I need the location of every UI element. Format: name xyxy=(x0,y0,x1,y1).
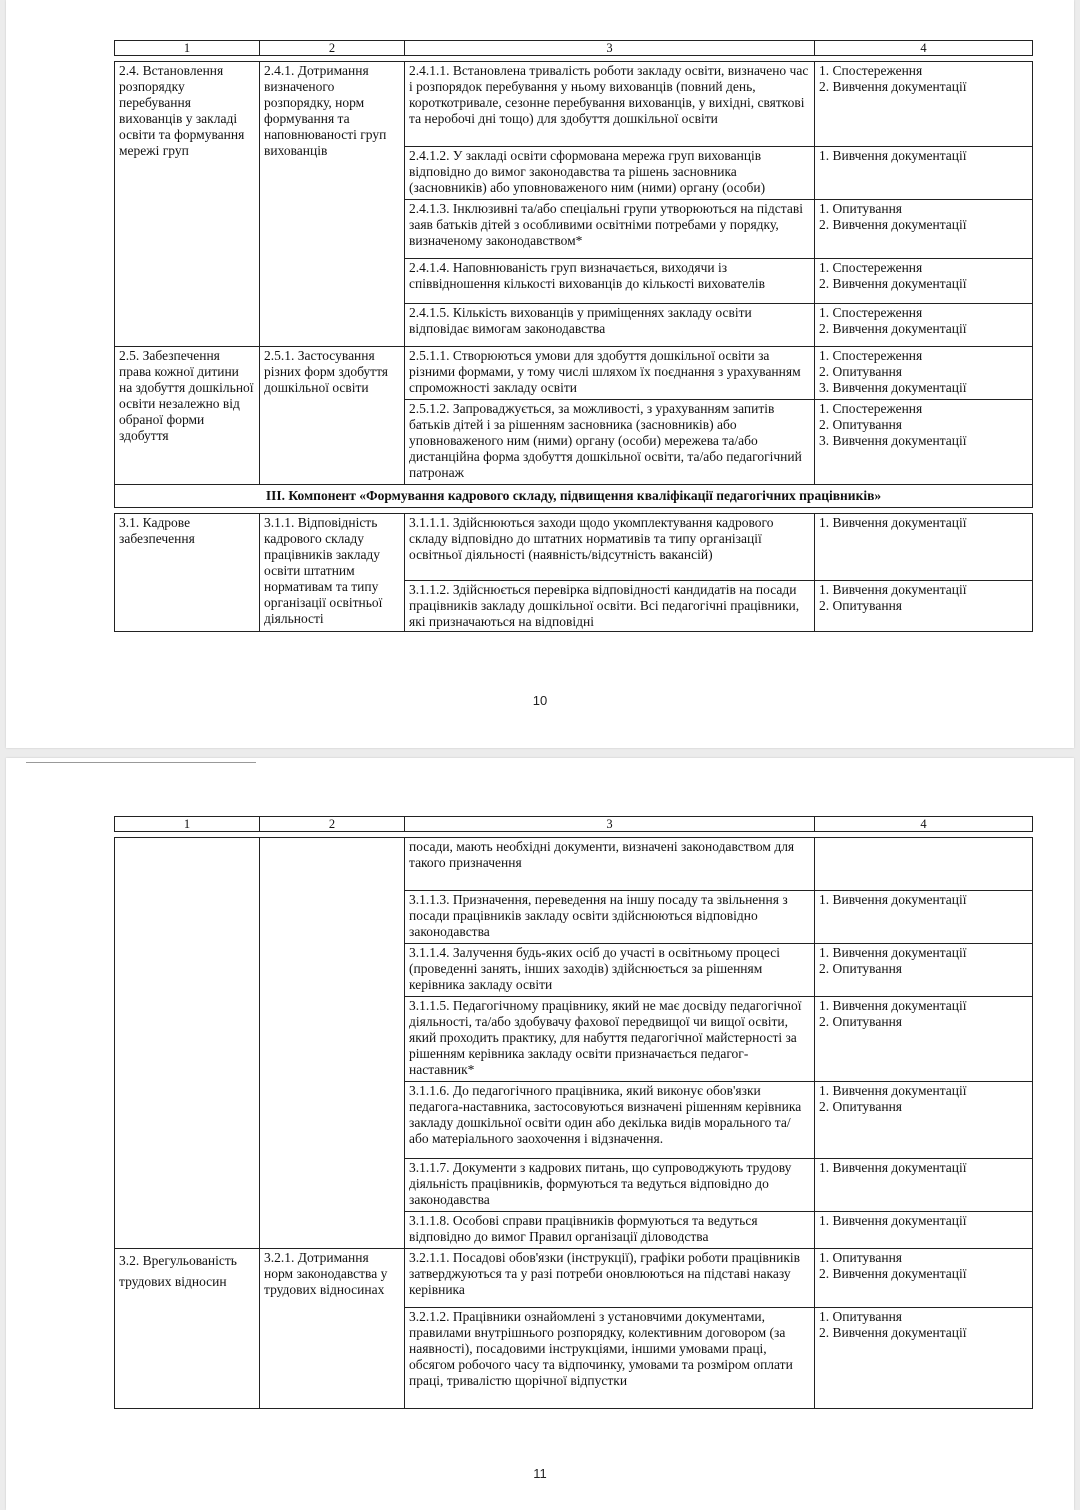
section-title: ІІІ. Компонент «Формування кадрового складу, підвищення кваліфікації педагогічних працівників» xyxy=(115,485,1033,508)
indicator-cell: 2.4.1.4. Наповнюваність груп визначається, виходячи із співвідношення кількості вихованців до кількості вихователів xyxy=(405,259,815,304)
column-number-2: 2 xyxy=(260,41,405,56)
table-row xyxy=(115,514,1033,581)
requirement-cell xyxy=(115,838,260,1249)
indicator-cell: 2.5.1.2. Запроваджується, за можливості, з урахуванням запитів батьків дітей і за рішенням засновника (засновників) або уповноваженого ним (ними) органу (особи) мережева та/або дистанційна форма здобуття дошкільної освіти, та/або педагогічний патронаж xyxy=(405,400,815,485)
criterion-cell: 3.2.1. Дотримання норм законодавства у трудових відносинах xyxy=(260,1249,405,1409)
indicator-cell: 3.1.1.6. До педагогічного працівника, який виконує обов'язки педагога-наставника, застосовуються визначені рішенням керівника закладу дошкільної освіти один або декілька видів морального та/або матеріального заохочення і відзначення. xyxy=(405,1082,815,1159)
page-number: 10 xyxy=(532,693,548,708)
methods-cell: 1. Спостереження 2. Опитування 3. Вивчення документації xyxy=(815,400,1033,485)
column-number-3: 3 xyxy=(405,817,815,832)
criterion-cell: 2.5.1. Застосування різних форм здобуття дошкільної освіти xyxy=(260,347,405,485)
methods-cell: 1. Опитування 2. Вивчення документації xyxy=(815,1308,1033,1409)
indicator-cell: 3.1.1.8. Особові справи працівників формуються та ведуться відповідно до вимог Правил організації діловодства xyxy=(405,1212,815,1249)
methods-cell: 1. Вивчення документації xyxy=(815,514,1033,581)
criteria-table-page-11 xyxy=(114,816,1033,1409)
criterion-cell xyxy=(260,838,405,1249)
document-page-10 xyxy=(6,0,1074,748)
table-row xyxy=(115,838,1033,891)
indicator-cell: 3.2.1.2. Працівники ознайомлені з установчими документами, правилами внутрішнього розпорядку, колективним договором (за наявності), посадовими інструкціями, іншими умовами праці, обсягом робочого часу та відпочинку, умовами та розміром оплати праці, тривалістю щорічної відпустки xyxy=(405,1308,815,1409)
page-number: 11 xyxy=(533,1466,547,1481)
methods-cell: 1. Вивчення документації 2. Опитування xyxy=(815,997,1033,1082)
indicator-cell: 3.1.1.5. Педагогічному працівнику, який не має досвіду педагогічної діяльності, та/або здобувачу фахової передвищої чи вищої освіти, який проходить практику, для набуття педагогічної майстерності за рішенням керівника закладу освіти призначається педагог-наставник* xyxy=(405,997,815,1082)
indicator-cell: 3.2.1.1. Посадові обов'язки (інструкції), графіки роботи працівників затверджуються та у разі потреби оновлюються на підставі наказу керівника xyxy=(405,1249,815,1308)
indicator-cell: 3.1.1.3. Призначення, переведення на іншу посаду та звільнення з посади працівників закладу освіти здійснюються відповідно законодавства xyxy=(405,891,815,944)
criterion-cell: 3.1.1. Відповідність кадрового складу працівників закладу освіти штатним нормативам та типу організації освітньої діяльності xyxy=(260,514,405,632)
indicator-cell: 2.4.1.3. Інклюзивні та/або спеціальні групи утворюються на підставі заяв батьків дітей з особливими освітніми потребами у порядку, визначеному законодавством* xyxy=(405,200,815,259)
indicator-cell: 3.1.1.2. Здійснюється перевірка відповідності кандидатів на посади працівників закладу дошкільної освіти. Всі педагогічні працівники, які призначаються на відповідні xyxy=(405,581,815,632)
column-number-4: 4 xyxy=(815,41,1033,56)
table-row xyxy=(115,62,1033,147)
column-number-4: 4 xyxy=(815,817,1033,832)
column-number-2: 2 xyxy=(260,817,405,832)
requirement-cell: 3.1. Кадрове забезпечення xyxy=(115,514,260,632)
methods-cell: 1. Спостереження 2. Опитування 3. Вивчення документації xyxy=(815,347,1033,400)
indicator-cell: 3.1.1.4. Залучення будь-яких осіб до участі в освітньому процесі (проведенні занять, інших заходів) здійснюється за рішенням керівника закладу освіти xyxy=(405,944,815,997)
methods-cell: 1. Вивчення документації xyxy=(815,1159,1033,1212)
methods-cell: 1. Вивчення документації 2. Опитування xyxy=(815,1082,1033,1159)
indicator-cell: 2.4.1.5. Кількість вихованців у приміщеннях закладу освіти відповідає вимогам законодавства xyxy=(405,304,815,347)
requirement-cell: 2.5. Забезпечення права кожної дитини на здобуття дошкільної освіти незалежно від обраної форми здобуття xyxy=(115,347,260,485)
table-header-row xyxy=(115,41,1033,56)
column-number-1: 1 xyxy=(115,41,260,56)
methods-cell: 1. Вивчення документації xyxy=(815,147,1033,200)
methods-cell: 1. Вивчення документації 2. Опитування xyxy=(815,581,1033,632)
column-number-1: 1 xyxy=(115,817,260,832)
requirement-cell: 2.4. Встановлення розпорядку перебування вихованців у закладі освіти та формування мережі груп xyxy=(115,62,260,347)
scan-artifact-line xyxy=(26,762,256,763)
methods-cell: 1. Вивчення документації xyxy=(815,891,1033,944)
column-number-3: 3 xyxy=(405,41,815,56)
indicator-cell: посади, мають необхідні документи, визначені законодавством для такого призначення xyxy=(405,838,815,891)
requirement-cell: 3.2. Врегульованість трудових відносин xyxy=(115,1249,260,1409)
methods-cell xyxy=(815,838,1033,891)
table-row xyxy=(115,1249,1033,1308)
indicator-cell: 3.1.1.1. Здійснюються заходи щодо укомплектування кадрового складу відповідно до штатних нормативів та типу організації освітньої діяльності (наявність/відсутність вакансій) xyxy=(405,514,815,581)
methods-cell: 1. Спостереження 2. Вивчення документації xyxy=(815,304,1033,347)
indicator-cell: 3.1.1.7. Документи з кадрових питань, що супроводжують трудову діяльність працівників, формуються та ведуться відповідно до законодавства xyxy=(405,1159,815,1212)
methods-cell: 1. Спостереження 2. Вивчення документації xyxy=(815,259,1033,304)
methods-cell: 1. Вивчення документації xyxy=(815,1212,1033,1249)
indicator-cell: 2.4.1.1. Встановлена тривалість роботи закладу освіти, визначено час і розпорядок перебування у ньому вихованців (повний день, короткотривале, сезонне перебування вихованців, у вихідні, святкові та неробочі дні тощо) для здобуття дошкільної освіти xyxy=(405,62,815,147)
methods-cell: 1. Опитування 2. Вивчення документації xyxy=(815,1249,1033,1308)
document-page-11 xyxy=(6,758,1074,1510)
indicator-cell: 2.5.1.1. Створюються умови для здобуття дошкільної освіти за різними формами, у тому числі шляхом їх поєднання з урахуванням спроможності закладу освіти xyxy=(405,347,815,400)
table-header-row xyxy=(115,817,1033,832)
methods-cell: 1. Спостереження 2. Вивчення документації xyxy=(815,62,1033,147)
indicator-cell: 2.4.1.2. У закладі освіти сформована мережа груп вихованців відповідно до вимог законодавства та рішень засновника (засновників) або уповноваженого ним (ними) органу (особи) xyxy=(405,147,815,200)
methods-cell: 1. Вивчення документації 2. Опитування xyxy=(815,944,1033,997)
section-title-row xyxy=(115,485,1033,508)
table-row xyxy=(115,347,1033,400)
methods-cell: 1. Опитування 2. Вивчення документації xyxy=(815,200,1033,259)
criteria-table-page-10 xyxy=(114,40,1033,632)
criterion-cell: 2.4.1. Дотримання визначеного розпорядку, норм формування та наповнюваності груп вихованців xyxy=(260,62,405,347)
